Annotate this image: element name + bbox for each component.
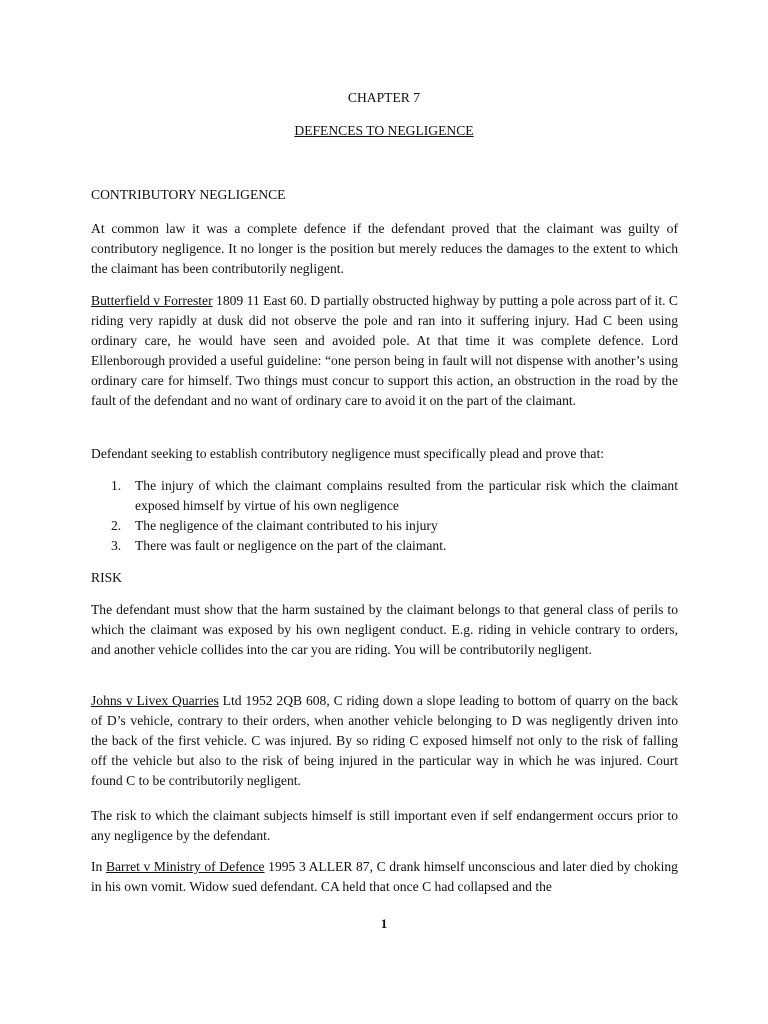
list-item bbox=[91, 536, 678, 556]
chapter-title bbox=[0, 123, 768, 139]
case-name-barret: Barret v Ministry of Defence bbox=[105, 859, 265, 874]
barret-text: 1995 3 ALLER 87, C drank himself unconscious and later died by choking in his own vomit. Widow sued defendant. CA held that once C had collapsed and the bbox=[91, 859, 678, 894]
list-item bbox=[91, 516, 678, 536]
barret-prefix: In bbox=[91, 859, 106, 874]
risk-paragraph: The defendant must show that the harm sustained by the claimant belongs to that general class of perils to which the claimant was exposed by his own negligent conduct. E.g. riding in vehicle contrary to orders, and another vehicle collides into the car you are riding. You will be contributorily negligent. bbox=[91, 602, 678, 657]
list-item bbox=[91, 476, 678, 516]
section-heading-contributory: CONTRIBUTORY NEGLIGENCE bbox=[91, 187, 286, 202]
butterfield-paragraph bbox=[91, 291, 678, 411]
list-item-number: 1. bbox=[111, 478, 122, 493]
self-endangerment-paragraph: The risk to which the claimant subjects himself is still important even if self endangerment occurs prior to any negligence by the defendant. bbox=[91, 808, 678, 843]
list-item-number: 3. bbox=[111, 538, 122, 553]
chapter-title-text: DEFENCES TO NEGLIGENCE bbox=[294, 123, 474, 138]
intro-paragraph: At common law it was a complete defence if the defendant proved that the claimant was guilty of contributory negligence. It no longer is the position but merely reduces the damages to the extent to which the claimant has been contributorily negligent. bbox=[91, 221, 678, 276]
johns-text: Ltd 1952 2QB 608, C riding down a slope leading to bottom of quarry on the back of D’s vehicle, contrary to their orders, when another vehicle belonging to D was negligently driven into the back of the first vehicle. C was injured. By so riding C exposed himself not only to the risk of falling off the vehicle but also to the risk of being injured in the particular way in which he was injured. Court found C to be contributorily negligent. bbox=[91, 693, 678, 788]
list-item-text: There was fault or negligence on the part of the claimant. bbox=[135, 538, 447, 553]
list-item-number: 2. bbox=[111, 518, 122, 533]
case-name-johns: Johns v Livex Quarries bbox=[91, 693, 219, 708]
butterfield-text: 1809 11 East 60. D partially obstructed highway by putting a pole across part of it. C riding very rapidly at dusk did not observe the pole and ran into it suffering injury. Had C been using ordinary care, he would have seen and avoided pole. At that time it was complete defence. Lord Ellenborough provided a useful guideline: “one person being in fault will not dispense with another’s using ordinary care for himself. Two things must concur to support this action, an obstruction in the road by the fault of the defendant and no want of ordinary care to avoid it on the part of the claimant. bbox=[91, 293, 678, 408]
johns-paragraph bbox=[91, 691, 678, 791]
section-heading-risk: RISK bbox=[91, 570, 122, 585]
plead-intro: Defendant seeking to establish contributory negligence must specifically plead and prove that: bbox=[91, 446, 605, 461]
barret-paragraph bbox=[91, 857, 678, 897]
case-name-butterfield: Butterfield v Forrester bbox=[91, 293, 213, 308]
plead-list bbox=[91, 476, 678, 556]
page-number: 1 bbox=[380, 916, 388, 931]
chapter-label: CHAPTER 7 bbox=[347, 90, 421, 105]
list-item-text: The negligence of the claimant contributed to his injury bbox=[135, 518, 438, 533]
list-item-text: The injury of which the claimant complains resulted from the particular risk which the claimant exposed himself by virtue of his own negligence bbox=[135, 478, 678, 513]
